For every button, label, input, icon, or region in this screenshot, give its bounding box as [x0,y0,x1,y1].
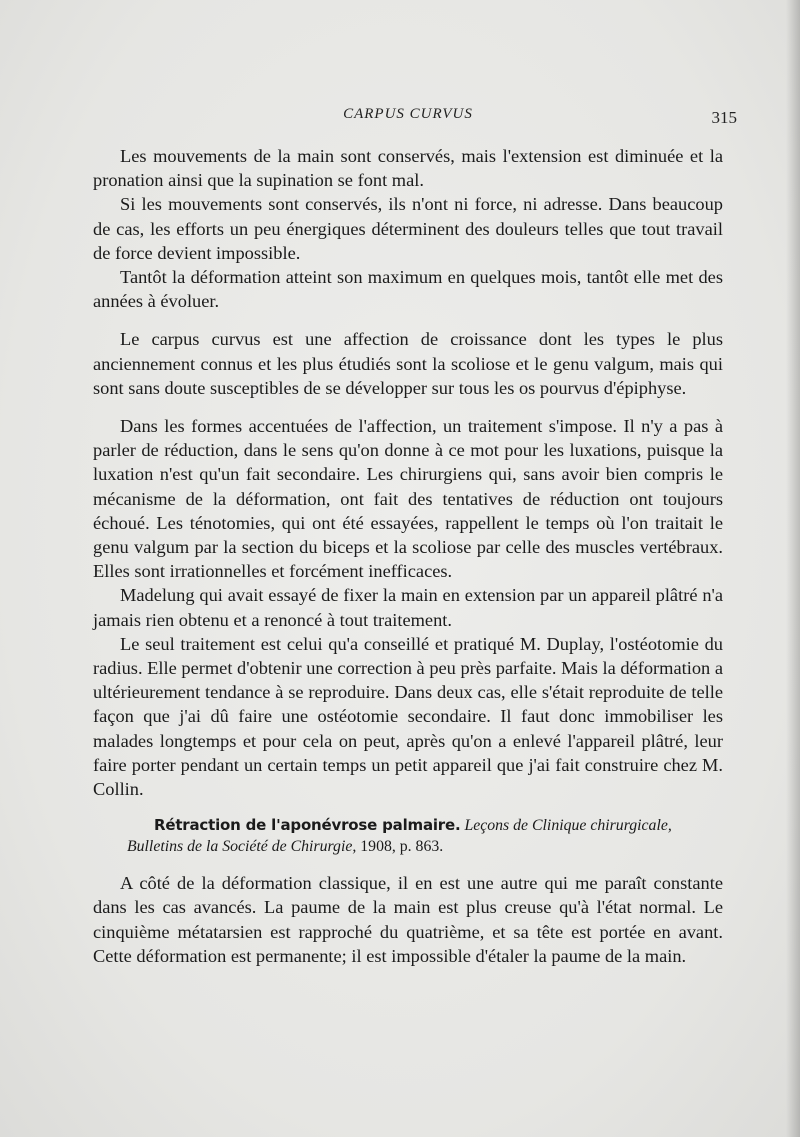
reference-entry [93,815,723,857]
reference-heading: Rétraction de l'aponévrose palmaire. [154,816,461,835]
running-title: CARPUS CURVUS [343,106,473,122]
section-gap [93,400,723,414]
section-gap [93,857,723,871]
section-gap [93,801,723,815]
reference-source: Leçons de Clinique chirurgicale, Bulletins de la Société de Chirurgie, [127,817,672,856]
paragraph-force: Si les mouvements sont conservés, ils n'ont ni force, ni adresse. Dans beaucoup de cas, les efforts un peu énergiques déterminent des douleurs telles que tout travail de force devient impossible. [93,194,723,263]
paragraph-treatment: Dans les formes accentuées de l'affection, un traitement s'impose. Il n'y a pas à parler de réduction, dans le sens qu'on donne à ce mot pour les luxations, puisque la luxation n'est qu'un fait secondaire. Les chirurgiens qui, sans avoir bien compris le mécanisme de la déformation, ont fait des tentatives de réduction ont toujours échoué. Les ténotomies, qui ont été essayées, rappellent le temps où l'on traitait le genu valgum par la section du biceps et la scoliose par celle des muscles vertébraux. Elles sont irrationnelles et forcément inefficaces. [93,416,723,582]
page-number: 315 [711,108,737,127]
paragraph-growth-affection: Le carpus curvus est une affection de croissance dont les types le plus anciennement connus et les plus étudiés sont la scoliose et le genu valgum, mais qui sont sans doute susceptibles de se développer sur tous les os pourvus d'épiphyse. [93,329,723,398]
section-gap [93,313,723,327]
paragraph-madelung: Madelung qui avait essayé de fixer la main en extension par un appareil plâtré n'a jamais rien obtenu et a renoncé à tout traitement. [93,585,723,630]
paragraph-evolution: Tantôt la déformation atteint son maximum en quelques mois, tantôt elle met des années à évoluer. [93,267,723,312]
paragraph-movements: Les mouvements de la main sont conservés, mais l'extension est diminuée et la pronation ainsi que la supination se font mal. [93,146,723,191]
reference-details: 1908, p. 863. [360,838,444,856]
body-text [93,144,723,968]
paragraph-palmar-deformation: A côté de la déformation classique, il en est une autre qui me paraît constante dans les cas avancés. La paume de la main est plus creuse qu'à l'état normal. Le cinquième métatarsien est rapproché du quatrième, et sa tête est portée en avant. Cette déformation est permanente; il est impossible d'étaler la paume de la main. [93,873,723,966]
running-head [93,106,737,132]
paragraph-osteotomy: Le seul traitement est celui qu'a conseillé et pratiqué M. Duplay, l'ostéotomie du radius. Elle permet d'obtenir une correction à peu près parfaite. Mais la déformation a ultérieurement tendance à se reproduire. Dans deux cas, elle s'était reproduite de telle façon que j'ai dû faire une ostéotomie secondaire. Il faut donc immobiliser les malades longtemps et pour cela on peut, après qu'on a enlevé l'appareil plâtré, leur faire porter pendant un certain temps un petit appareil que j'ai fait construire chez M. Collin. [93,633,723,800]
